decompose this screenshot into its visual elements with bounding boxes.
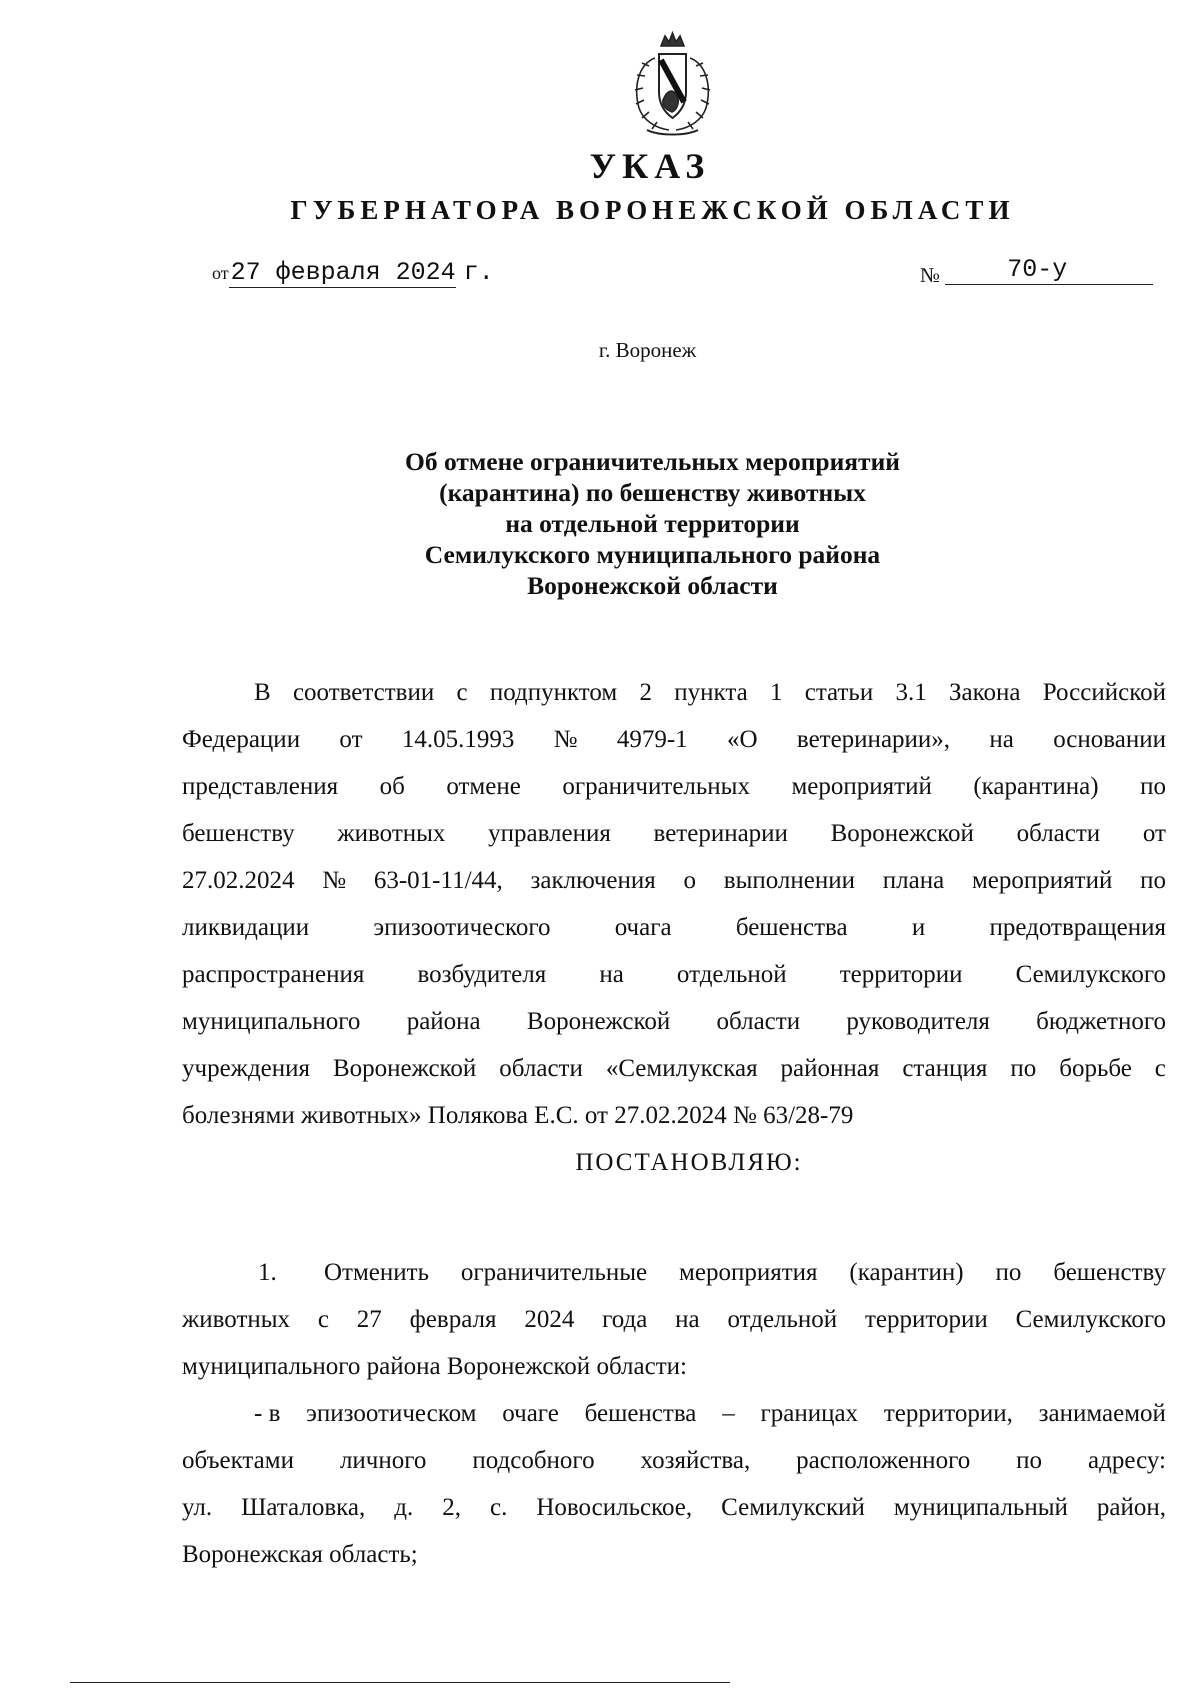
word: занимаемой (1038, 1400, 1166, 1427)
word: ограничительные (460, 1259, 648, 1286)
word: отдельной (727, 1306, 838, 1333)
text-line (182, 1055, 1166, 1102)
word: с (1154, 1055, 1166, 1082)
word: Воронежской (332, 1055, 477, 1082)
word: с (456, 679, 468, 706)
word: Федерации (182, 726, 301, 753)
word: на (675, 1306, 700, 1333)
word: области (1016, 820, 1101, 847)
word: (карантина) (973, 773, 1099, 800)
item-first-line (324, 1259, 1166, 1287)
document-issuer: ГУБЕРНАТОРА ВОРОНЕЖСКОЙ ОБЛАСТИ (290, 195, 1015, 225)
heading-line: (карантина) по бешенству животных (439, 478, 866, 507)
word: личного (339, 1447, 427, 1474)
word: бешенству (182, 820, 295, 847)
word: по (1140, 773, 1166, 800)
word: территории, (883, 1400, 1013, 1427)
word: – (722, 1400, 735, 1427)
word: 2024 (524, 1306, 575, 1333)
text-line (182, 961, 1166, 1008)
word: (карантин) (849, 1259, 964, 1286)
date-suffix: г. (463, 258, 494, 287)
word: с. (489, 1494, 508, 1521)
decree-word: ПОСТАНОВЛЯЮ: (575, 1149, 803, 1176)
word: 3.1 (895, 679, 927, 706)
preamble-paragraph (182, 679, 1166, 1196)
word: Российской (1042, 679, 1166, 706)
word: очага (614, 914, 672, 941)
word: бешенству (1053, 1259, 1166, 1286)
word: пункта (674, 679, 748, 706)
text-line: Воронежская область; (182, 1541, 418, 1568)
word: № (553, 726, 578, 753)
word: учреждения (182, 1055, 311, 1082)
word: отмене (446, 773, 521, 800)
bottom-divider (70, 1682, 730, 1683)
word: муниципального (182, 1008, 361, 1035)
word: Семилукский (721, 1494, 865, 1521)
word: года (602, 1306, 648, 1333)
word: 63-01-11/44, (373, 867, 503, 894)
word: бешенства (735, 914, 848, 941)
word: выполнении (723, 867, 856, 894)
text-line (182, 1494, 1166, 1541)
heading-line: Семилукского муниципального района (424, 540, 881, 569)
word: станция (902, 1055, 988, 1082)
text-line (182, 726, 1166, 773)
heading-line: на отдельной территории (505, 509, 800, 538)
word: борьбе (1059, 1055, 1132, 1082)
word: и (911, 914, 926, 941)
word: на (599, 961, 624, 988)
word: об (379, 773, 405, 800)
word: 1 (769, 679, 783, 706)
text-line (182, 1447, 1166, 1494)
word: территории (865, 1306, 988, 1333)
word: статьи (804, 679, 874, 706)
word: области (499, 1055, 583, 1082)
word: соответствии (292, 679, 435, 706)
word: д. (394, 1494, 414, 1521)
word: возбудителя (417, 961, 547, 988)
date-prefix: от (212, 263, 229, 283)
number-value: 70-у (945, 256, 1153, 285)
text-line (182, 820, 1166, 867)
word: 14.05.1993 (401, 726, 515, 753)
word: основании (1053, 726, 1166, 753)
word: бешенства (584, 1400, 697, 1427)
word: Отменить (324, 1259, 429, 1286)
text-line: болезнями животных» Полякова Е.С. от 27.02.2024 № 63/28-79 (182, 1102, 854, 1129)
word: по (1140, 867, 1166, 894)
word: № (322, 867, 347, 894)
word: Семилукского (1015, 1306, 1166, 1333)
word: района (406, 1008, 481, 1035)
word: муниципальный (893, 1494, 1068, 1521)
word: бюджетного (1036, 1008, 1166, 1035)
text-line (182, 914, 1166, 961)
word: адресу: (1088, 1447, 1166, 1474)
word: В (254, 679, 271, 706)
word: отдельной (676, 961, 787, 988)
word: 27.02.2024 (182, 867, 295, 894)
word: управления (488, 820, 611, 847)
item-number: 1. (258, 1259, 277, 1286)
word: - в (254, 1400, 281, 1427)
word: мероприятия (679, 1259, 818, 1286)
heading-line: Воронежской области (527, 571, 778, 600)
word: территории (839, 961, 963, 988)
word: расположенного (796, 1447, 971, 1474)
word: объектами (182, 1447, 294, 1474)
word: 27 (356, 1306, 382, 1333)
word: о (683, 867, 697, 894)
word: распространения (182, 961, 365, 988)
word: Семилукского (1015, 961, 1166, 988)
word: представления (182, 773, 339, 800)
word: мероприятий (791, 773, 932, 800)
word: ветеринарии», (796, 726, 951, 753)
word: области (716, 1008, 801, 1035)
text-line (182, 1400, 1166, 1447)
word: 2, (442, 1494, 461, 1521)
word: Шаталовка, (241, 1494, 366, 1521)
item-1-paragraph (182, 1259, 1166, 1588)
word: ликвидации (182, 914, 310, 941)
word: ветеринарии (653, 820, 788, 847)
word: очаге (502, 1400, 559, 1427)
word: животных (337, 820, 446, 847)
coat-of-arms-emblem (625, 30, 720, 140)
word: по (1016, 1447, 1043, 1474)
word: предотвращения (989, 914, 1166, 941)
word: подпунктом (489, 679, 618, 706)
date-value: 27 февраля 2024 (230, 258, 456, 287)
word: район, (1096, 1494, 1166, 1521)
word: эпизоотического (373, 914, 551, 941)
word: плана (882, 867, 945, 894)
word: животных (182, 1306, 291, 1333)
word: от (339, 726, 363, 753)
text-line (182, 773, 1166, 820)
word: по (1010, 1055, 1037, 1082)
word: Новосильское, (536, 1494, 693, 1521)
word: «Семилукская (605, 1055, 758, 1082)
document-title: УКАЗ (589, 146, 711, 186)
text-line (182, 1008, 1166, 1055)
word: заключения (530, 867, 656, 894)
word: районная (780, 1055, 880, 1082)
word: 2 (639, 679, 653, 706)
word: с (317, 1306, 329, 1333)
word: ограничительных (562, 773, 750, 800)
word: подсобного (472, 1447, 595, 1474)
heading-line: Об отмене ограничительных мероприятий (405, 447, 900, 476)
word: хозяйства, (640, 1447, 751, 1474)
document-number (920, 255, 1153, 291)
word: эпизоотическом (306, 1400, 477, 1427)
word: границах (760, 1400, 859, 1427)
city-line: г. Воронеж (598, 338, 697, 362)
document-heading (0, 446, 1200, 601)
number-prefix: № (920, 263, 941, 287)
word: от (1142, 820, 1166, 847)
word: Закона (949, 679, 1021, 706)
word: Воронежской (526, 1008, 671, 1035)
word: Воронежской (830, 820, 974, 847)
document-date (212, 258, 494, 288)
text-line (182, 679, 1166, 726)
word: по (995, 1259, 1022, 1286)
word: 4979-1 (616, 726, 688, 753)
word: мероприятий (971, 867, 1113, 894)
word: руководителя (846, 1008, 990, 1035)
word: на (989, 726, 1014, 753)
text-line: муниципального района Воронежской области: (182, 1353, 687, 1380)
text-line (182, 1306, 1166, 1353)
word: «О (727, 726, 758, 753)
text-line (182, 867, 1166, 914)
text-line (182, 1259, 1166, 1306)
word: ул. (182, 1494, 213, 1521)
word: февраля (409, 1306, 497, 1333)
